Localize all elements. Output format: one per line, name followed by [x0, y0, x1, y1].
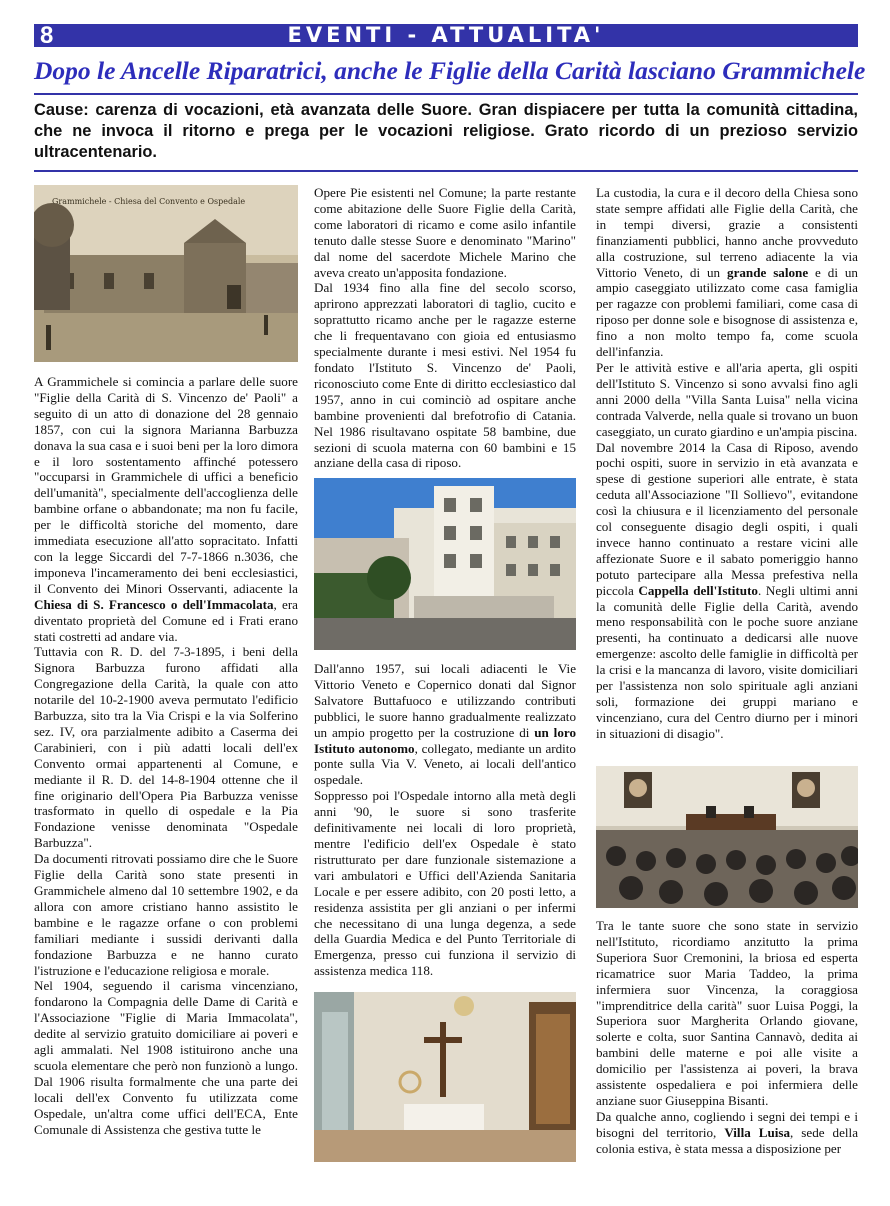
paragraph: Soppresso poi l'Ospedale intorno alla metà degli anni '90, le suore si sono trasferite definitivamente nei locali di loro proprietà, mentre l'edificio dell'ex Ospedale è stato ristrutturato per dare funzionale sistemazione a vari ambulatori e Uffici dell'Azienda Sanitaria Locale e per essere adibito, con 20 posti letto, a residenza assistita per gli anziani o per infermi che necessitano di una lunga degenza, a sede della Guardia Medica e del Punto Territoriale di Emergenza, presso cui funziona il servizio di assistenza medica 118.	[314, 788, 576, 979]
postcard-caption: Grammichele - Chiesa del Convento e Ospedale	[52, 197, 246, 206]
headline-divider	[34, 93, 858, 95]
article-column-1	[34, 374, 298, 1138]
article-column-2-bottom	[314, 661, 576, 979]
paragraph: Dall'anno 1957, sui locali adiacenti le Vie Vittorio Veneto e Copernico donati dal Signor Salvatore Buttafuoco e utilizzando contributi pubblici, le suore hanno gradualmente realizzato un ampio progetto per la costruzione di un loro Istituto autonomo, collegato, mediante un ardito ponte sulla Via V. Veneto, ai locali dell'antico ospedale.	[314, 661, 576, 788]
church-postcard-photo	[34, 185, 298, 362]
paragraph: Dal novembre 2014 la Casa di Riposo, avendo pochi ospiti, suore in servizio in età avanzata e spese di gestione superiori alle entrate, è stata ceduta all'Associazione "Il Sollievo", evitandone così la chiusura e il licenziamento del personale col conseguente disagio degli ospiti, i quali invece hanno continuato a restare vicini alle affezionate Suore e il sabato pomeriggio hanno potuto partecipare alla Messa prefestiva nella piccola Cappella dell'Istituto. Negli ultimi anni la comunità delle Figlie della Carità, avendo meno responsabilità con le poche suore anziane presenti, ha continuato a dedicarsi alle nuove emergenze: ascolto delle famiglie in difficoltà per la crisi e la mancanza di lavoro, visite domiciliari per l'assistenza non solo spirituale agli anziani soli, formazione dei gruppi mariano e vincenziano, cura del Centro diurno per i minori in situazioni di disagio".	[596, 439, 858, 741]
paragraph: Da documenti ritrovati possiamo dire che le Suore Figlie della Carità sono state presenti in Grammichele almeno dal 10 settembre 1902, e da allora con amore cristiano hanno assistito le bambine e le ragazze orfane o con problemi familiari mediante i sussidi derivanti dalla fondazione Barbuzza e ne hanno curato l'istruzione e l'educazione religiosa e morale.	[34, 851, 298, 978]
article-subtitle: Cause: carenza di vocazioni, età avanzata delle Suore. Gran dispiacere per tutta la comunità cittadina, che ne invoca il ritorno e prega per le vocazioni religiose. Grato ricordo di un prezioso servizio ultracentenario.	[34, 101, 858, 161]
paragraph: La custodia, la cura e il decoro della Chiesa sono state sempre affidati alle Figlie della Carità, che in tempi diversi, grazie a consistenti finanziamenti pubblici, hanno anche provveduto alla costruzione, sul terreno adiacente la via Vittorio Veneto, di un grande salone e di un ampio caseggiato utilizzato come casa famiglia per ragazze con problemi familiari, come casa di riposo per donne sole e bisognose di assistenza e, fino a non molto tempo fa, come scuola dell'infanzia.	[596, 185, 858, 360]
article-column-3-bottom	[596, 918, 858, 1157]
section-title: EVENTI - ATTUALITA'	[287, 23, 605, 47]
meeting-hall-photo	[596, 766, 858, 908]
section-header-bar	[34, 24, 858, 47]
article-column-2-top	[314, 185, 576, 471]
paragraph: A Grammichele si comincia a parlare delle suore "Figlie della Carità di S. Vincenzo de' Paoli" a seguito di un atto di donazione del 28 gennaio 1857, con cui la signora Marianna Barbuzza donava la sua casa e i suoi beni per la loro dimora e il loro sostentamento affinché potessero "occuparsi in Grammichele di uffici a beneficio dell'umanità", specialmente dell'accoglienza delle bambine orfane o abbandonate; ma non fu facile, per le difficoltà storiche del momento, dare immediata esecuzione all'atto sopracitato. Infatti con la legge Siccardi del 7-7-1866 n.3036, che imponeva l'incameramento dei beni ecclesiastici, il Convento dei Minori Osservanti, adiacente la Chiesa di S. Francesco o dell'Immacolata, era diventato proprietà del Comune ed i Frati erano stati costretti ad andare via.	[34, 374, 298, 644]
paragraph: Tra le tante suore che sono state in servizio nell'Istituto, ricordiamo anzitutto la prima Superiora Suor Cremonini, la briosa ed esperta ricamatrice suor Maria Taddeo, la prima infermiera suor Vincenza, la coraggiosa "imprenditrice della carità" suor Luisa Poggi, la Superiora suor Margherita Orlando giovane, solerte e colta, suor Santina Cannavò, dedita ai bambini delle materne e poi alle visite a domicilio per l'assistenza ai poveri, la brava assistente ospedaliera e poi infermiera delle anziane suor Giuseppina Bisanti.	[596, 918, 858, 1108]
paragraph: Tuttavia con R. D. del 7-3-1895, i beni della Signora Barbuzza furono affidati alla Congregazione della Carità, la quale con atto notarile del 10-2-1900 aveva permutato l'edificio Barbuzza, sito tra la Via Crispi e la via Solferino sez. IV, ora parzialmente adibito a Caserma dei Carabinieri, con i più adatti locali dell'ex Convento ormai appartenenti al Comune, e mediante il R. D. del 14-8-1904 ottenne che il fine originario dell'Opera Pia Barbuzza venisse trasformato in quello di ospedale e la Pia Fondazione venisse denominata "Ospedale Barbuzza".	[34, 644, 298, 851]
paragraph: Opere Pie esistenti nel Comune; la parte restante come abitazione delle Suore Figlie della Carità, come laboratori di ricamo e come asilo infantile tenuto dalle stesse Suore e denominato "Marino" dal nome del sacerdote Michele Marino che aveva creato un'apposita fondazione.	[314, 185, 576, 280]
article-headline: Dopo le Ancelle Riparatrici, anche le Figlie della Carità lasciano Grammichele	[34, 56, 866, 85]
subtitle-divider	[34, 170, 858, 172]
paragraph: Nel 1904, seguendo il carisma vincenziano, fondarono la Compagnia delle Dame di Carità e l'Associazione "Figlie di Maria Immacolata", dedite al servizio gratuito domiciliare ai poveri e agli ammalati. Nel 1908 istituirono anche una scuola elementare che però non funzionò a lungo. Dal 1906 risulta formalmente che una parte dei locali dell'ex Convento fu utilizzata come Ospedale, un'altra come uffici dell'ECA, Ente Comunale di Assistenza che gestiva tutte le	[34, 978, 298, 1137]
paragraph: Da qualche anno, cogliendo i segni dei tempi e i bisogni del territorio, Villa Luisa, sede della colonia estiva, è stata messa a disposizione per	[596, 1108, 859, 1156]
page-number: 8	[40, 22, 54, 49]
article-column-3-top	[596, 185, 858, 742]
paragraph: Dal 1934 fino alla fine del secolo scorso, aprirono apprezzati laboratori di taglio, cucito e soprattutto ricamo anche per le ragazze esterne che li frequentavano con gioia ed entusiasmo specialmente durante i mesi estivi. Nel 1954 fu fondato l'Istituto S. Vincenzo de' Paoli, riconosciuto come Ente di diritto ecclesiastico dal 1957, anno in cui cominciò ad ospitare anche bambine provenienti dal brefotrofio di Catania. Nel 1986 risultavano ospitate 58 bambine, due sezioni di scuola materna con 60 bambini e 15 anziane della casa di riposo.	[314, 280, 576, 471]
paragraph: Per le attività estive e all'aria aperta, gli ospiti dell'Istituto S. Vincenzo si sono avvalsi fino agli anni 2000 della "Villa Santa Luisa" nella vicina contrada Valverde, nella quale si trovano un buon caseggiato, un curato giardino e un'ampia piscina.	[596, 359, 858, 439]
institute-building-photo	[314, 478, 576, 650]
chapel-interior-photo	[314, 992, 576, 1162]
